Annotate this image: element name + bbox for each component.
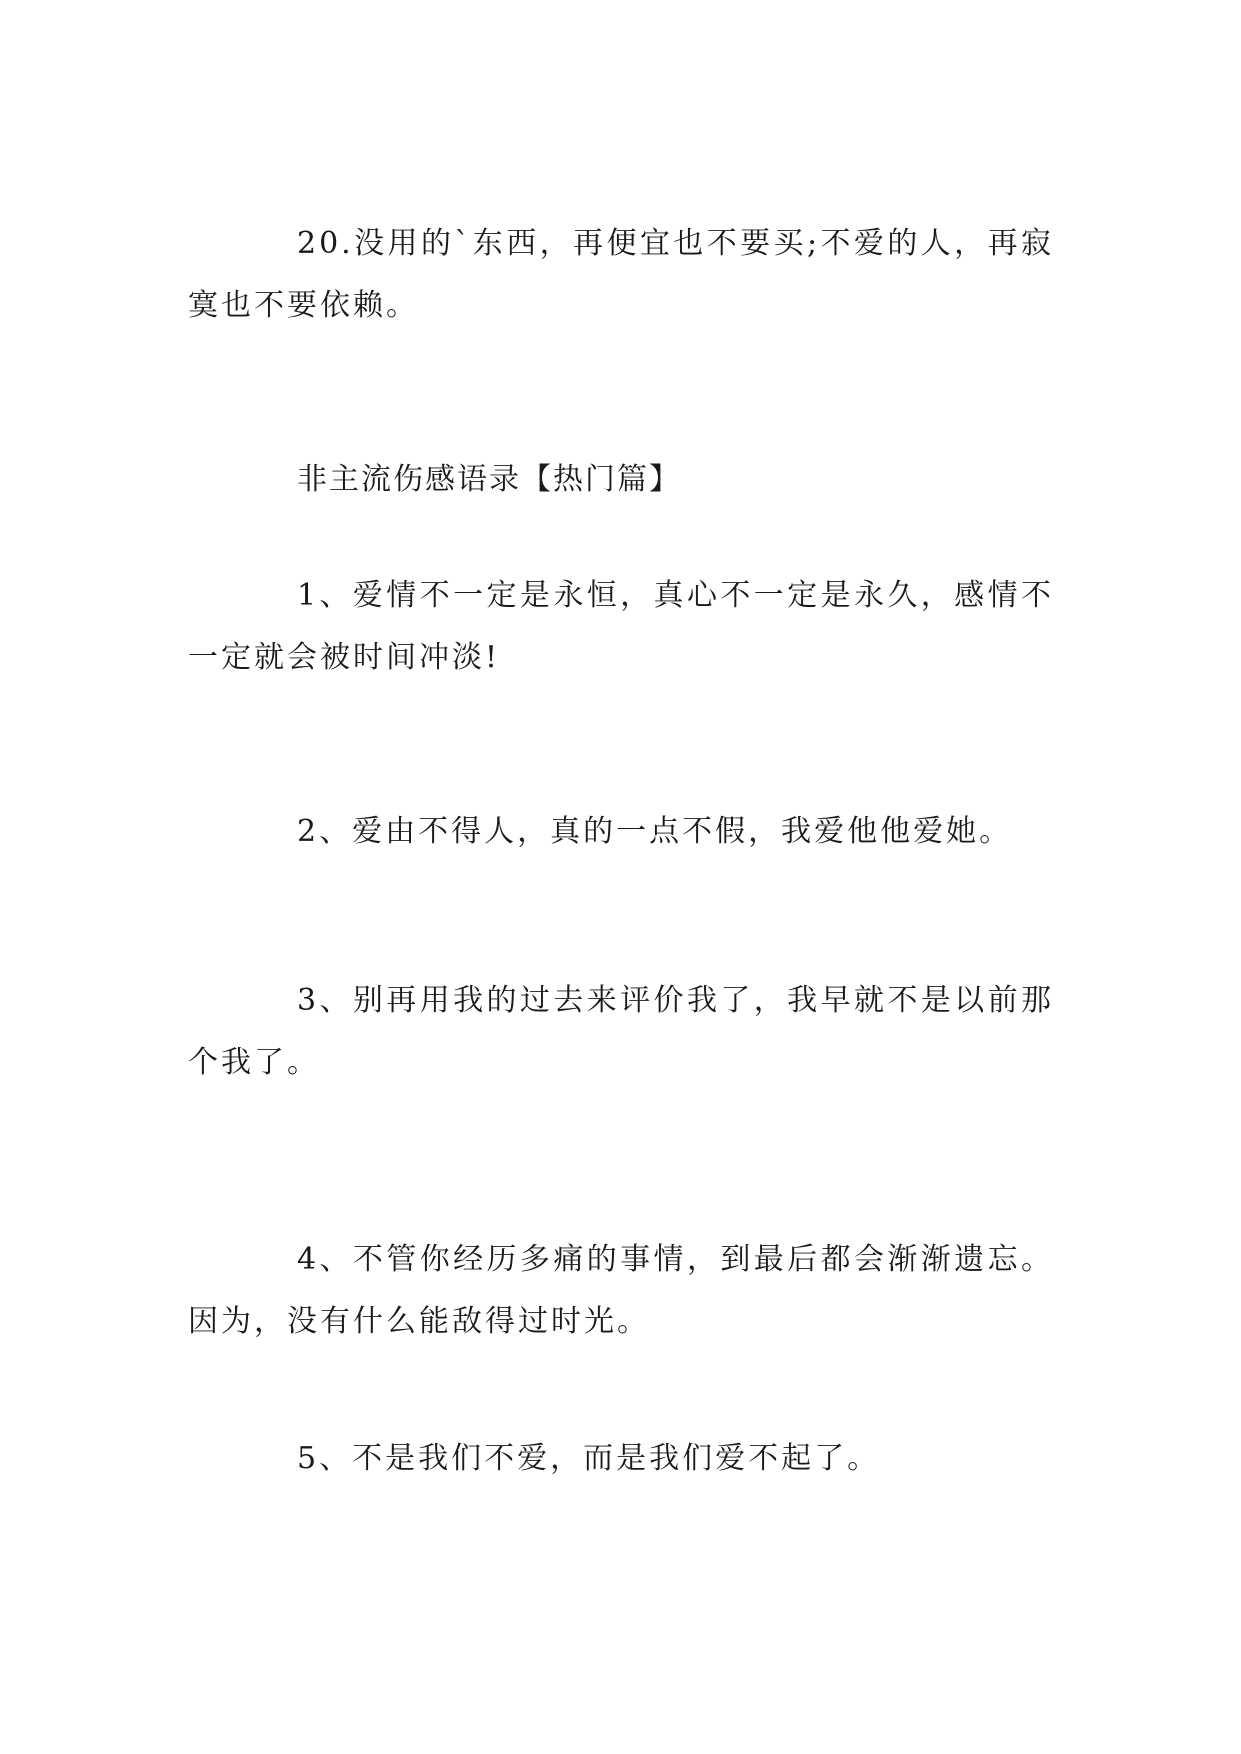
quote-paragraph-4: 4、不管你经历多痛的事情，到最后都会渐渐遗忘。因为，没有什么能敌得过时光。 — [188, 1242, 1054, 1339]
quote-paragraph-5: 5、不是我们不爱，而是我们爱不起了。 — [297, 1441, 881, 1476]
quote-paragraph-3: 3、别再用我的过去来评价我了，我早就不是以前那个我了。 — [188, 983, 1054, 1080]
quote-paragraph-1: 1、爱情不一定是永恒，真心不一定是永久，感情不一定就会被时间冲淡! — [188, 578, 1054, 675]
quote-paragraph-2: 2、爱由不得人，真的一点不假，我爱他他爱她。 — [297, 814, 1013, 849]
quote-paragraph-20: 20.没用的`东西，再便宜也不要买;不爱的人，再寂寞也不要依赖。 — [188, 226, 1054, 323]
section-heading: 非主流伤感语录【热门篇】 — [297, 462, 681, 497]
